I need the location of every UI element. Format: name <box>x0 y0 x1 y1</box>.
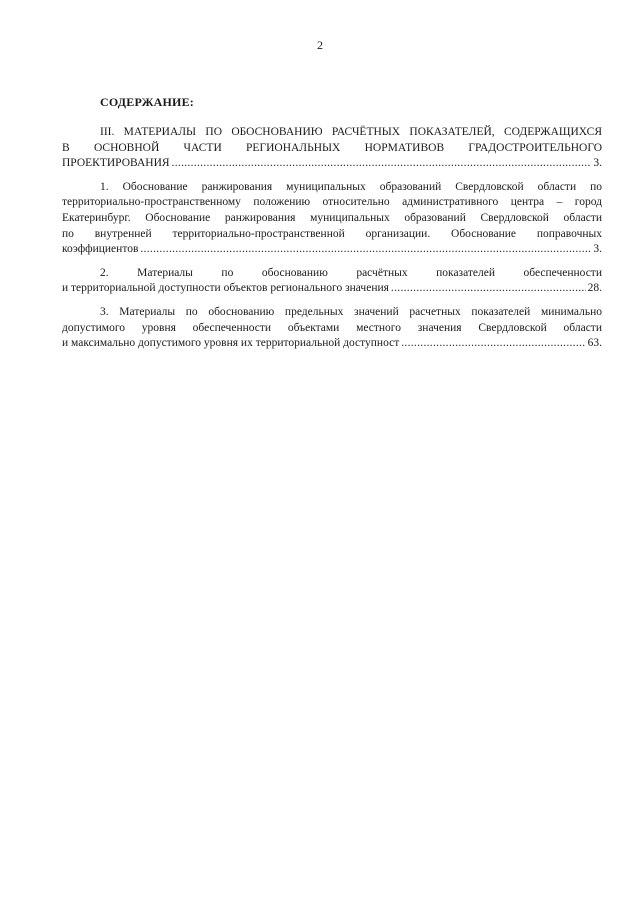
toc-entry-line: Екатеринбург. Обоснование ранжирования муниципальных образований Свердловской области <box>62 211 602 224</box>
toc-page-number: 63. <box>587 337 602 350</box>
toc-page-number: 28. <box>587 282 602 295</box>
toc-leader-dots <box>172 156 592 172</box>
toc-entry-section-3[interactable] <box>62 125 602 172</box>
toc-page-number: 3. <box>593 243 602 256</box>
toc-entry-line: 1. Обоснование ранжирования муниципальных образований Свердловской области по <box>100 180 602 193</box>
toc-entry-line: по внутренней территориально-пространственной организации. Обоснование поправочных <box>62 227 602 240</box>
table-of-contents <box>62 125 602 360</box>
toc-entry-last-line <box>62 336 602 352</box>
toc-entry-text: ПРОЕКТИРОВАНИЯ <box>62 157 170 170</box>
toc-entry-line: 2. Материалы по обоснованию расчётных показателей обеспеченности <box>100 266 602 279</box>
toc-entry-text: и максимально допустимого уровня их территориальной доступност <box>62 337 400 350</box>
page-number: 2 <box>317 38 323 52</box>
toc-entry-line: III. МАТЕРИАЛЫ ПО ОБОСНОВАНИЮ РАСЧЁТНЫХ ПОКАЗАТЕЛЕЙ, СОДЕРЖАЩИХСЯ <box>100 126 602 138</box>
toc-leader-dots <box>140 242 591 258</box>
toc-entry-item-2[interactable] <box>62 266 602 297</box>
toc-title: СОДЕРЖАНИЕ: <box>100 95 194 109</box>
toc-leader-dots <box>391 281 586 297</box>
toc-entry-item-3[interactable] <box>62 305 602 352</box>
toc-entry-last-line <box>62 156 602 172</box>
toc-leader-dots <box>401 336 585 352</box>
toc-entry-line: территориально-пространственному положению относительно административного центра – город <box>62 196 602 209</box>
toc-page-number: 3. <box>593 157 602 170</box>
toc-entry-text: и территориальной доступности объектов регионального значения <box>62 282 389 295</box>
toc-entry-item-1[interactable] <box>62 180 602 258</box>
toc-entry-last-line <box>62 281 602 297</box>
toc-entry-text: коэффициентов <box>62 243 139 256</box>
toc-entry-line: В ОСНОВНОЙ ЧАСТИ РЕГИОНАЛЬНЫХ НОРМАТИВОВ ГРАДОСТРОИТЕЛЬНОГО <box>62 141 602 154</box>
toc-entry-line: допустимого уровня обеспеченности объектами местного значения Свердловской области <box>62 321 602 334</box>
toc-entry-line: 3. Материалы по обоснованию предельных значений расчетных показателей минимально <box>100 305 602 318</box>
toc-entry-last-line <box>62 242 602 258</box>
